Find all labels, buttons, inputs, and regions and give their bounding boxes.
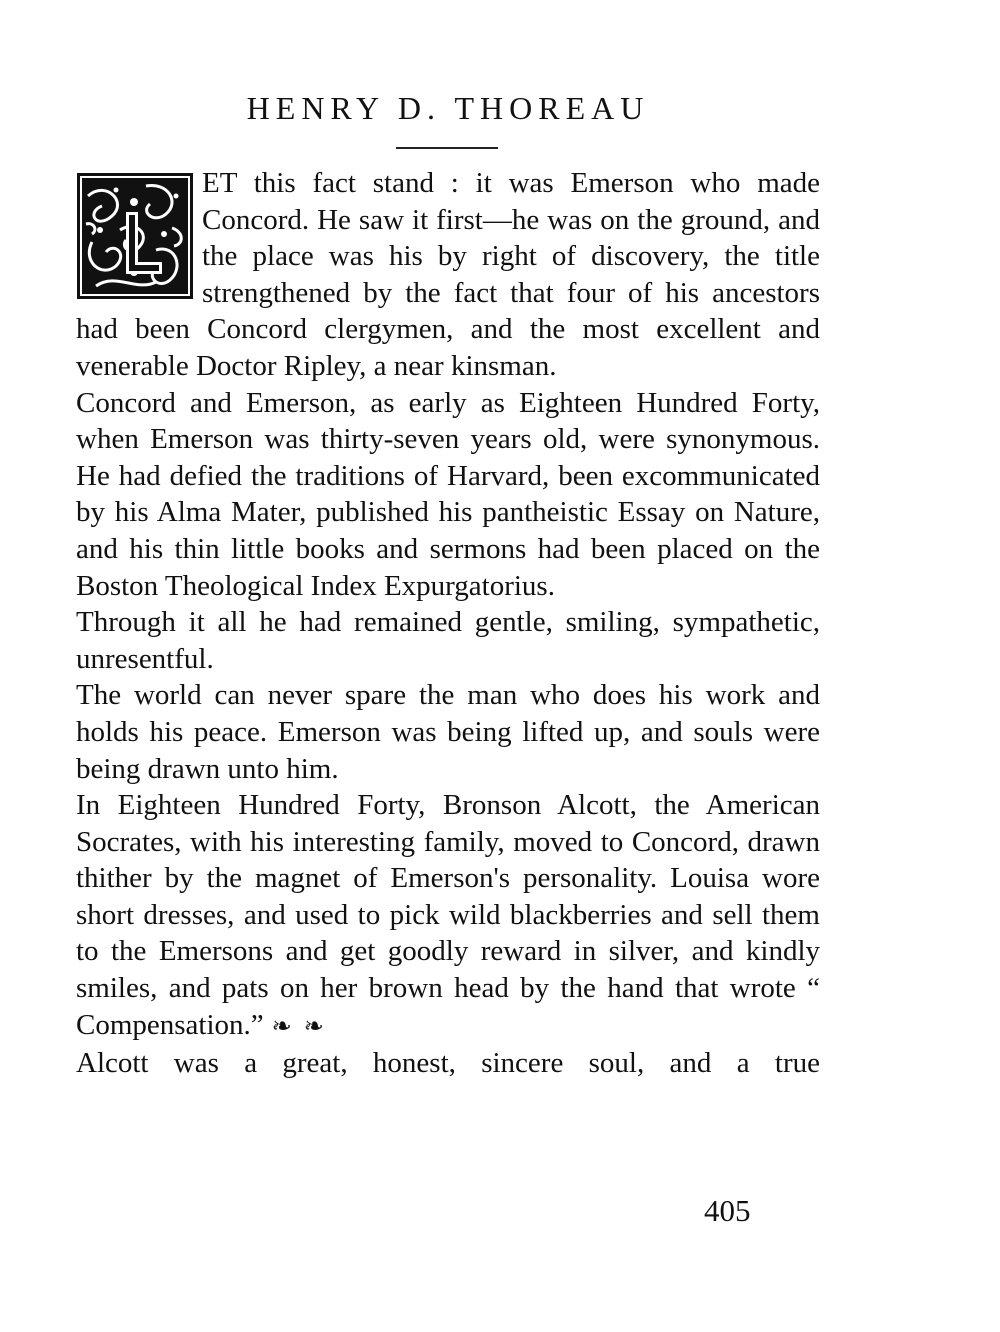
paragraph-6: Alcott was a great, honest, sincere soul, and a true	[76, 1047, 820, 1080]
paragraph-4: The world can never spare the man who does his work and holds his peace. Emerson was being lifted up, and souls were being drawn unto him.	[76, 679, 820, 785]
book-page	[76, 0, 820, 1332]
body-text	[76, 165, 820, 1082]
head-rule	[396, 147, 498, 149]
fleuron-ornaments: ❧ ❧	[271, 1013, 327, 1040]
paragraph-3: Through it all he had remained gentle, smiling, sympathetic, unresentful.	[76, 606, 820, 675]
running-head: HENRY D. THOREAU	[246, 90, 650, 126]
paragraph-5-text: In Eighteen Hundred Forty, Bronson Alcott, the American Socrates, with his interesting family, moved to Concord, drawn thither by the magnet of Emerson's personality. Louisa wore short dresses, and used to pick wild blackberries and sell them to the Emersons and get goodly reward in silver, and kindly smiles, and pats on her brown head by the hand that wrote “ Compensation.”	[76, 789, 820, 1041]
ornamental-initial-l-icon	[76, 172, 194, 300]
paragraph-5	[76, 787, 820, 1045]
page-number: 405	[704, 1193, 751, 1228]
ornamental-initial-l	[76, 172, 194, 300]
paragraph-1: ET this fact stand : it was Emerson who made Concord. He saw it first—he was on the ground, and the place was his by right of discovery, the title strengthened by the fact that four of his ancestors had been Concord clergymen, and the most excellent and venerable Doctor Ripley, a near kinsman.	[76, 167, 820, 382]
paragraph-2: Concord and Emerson, as early as Eighteen Hundred Forty, when Emerson was thirty-seven years old, were synonymous. He had defied the traditions of Harvard, been excommunicated by his Alma Mater, published his pantheistic Essay on Nature, and his thin little books and sermons had been placed on the Boston Theological Index Expurgatorius.	[76, 386, 820, 602]
